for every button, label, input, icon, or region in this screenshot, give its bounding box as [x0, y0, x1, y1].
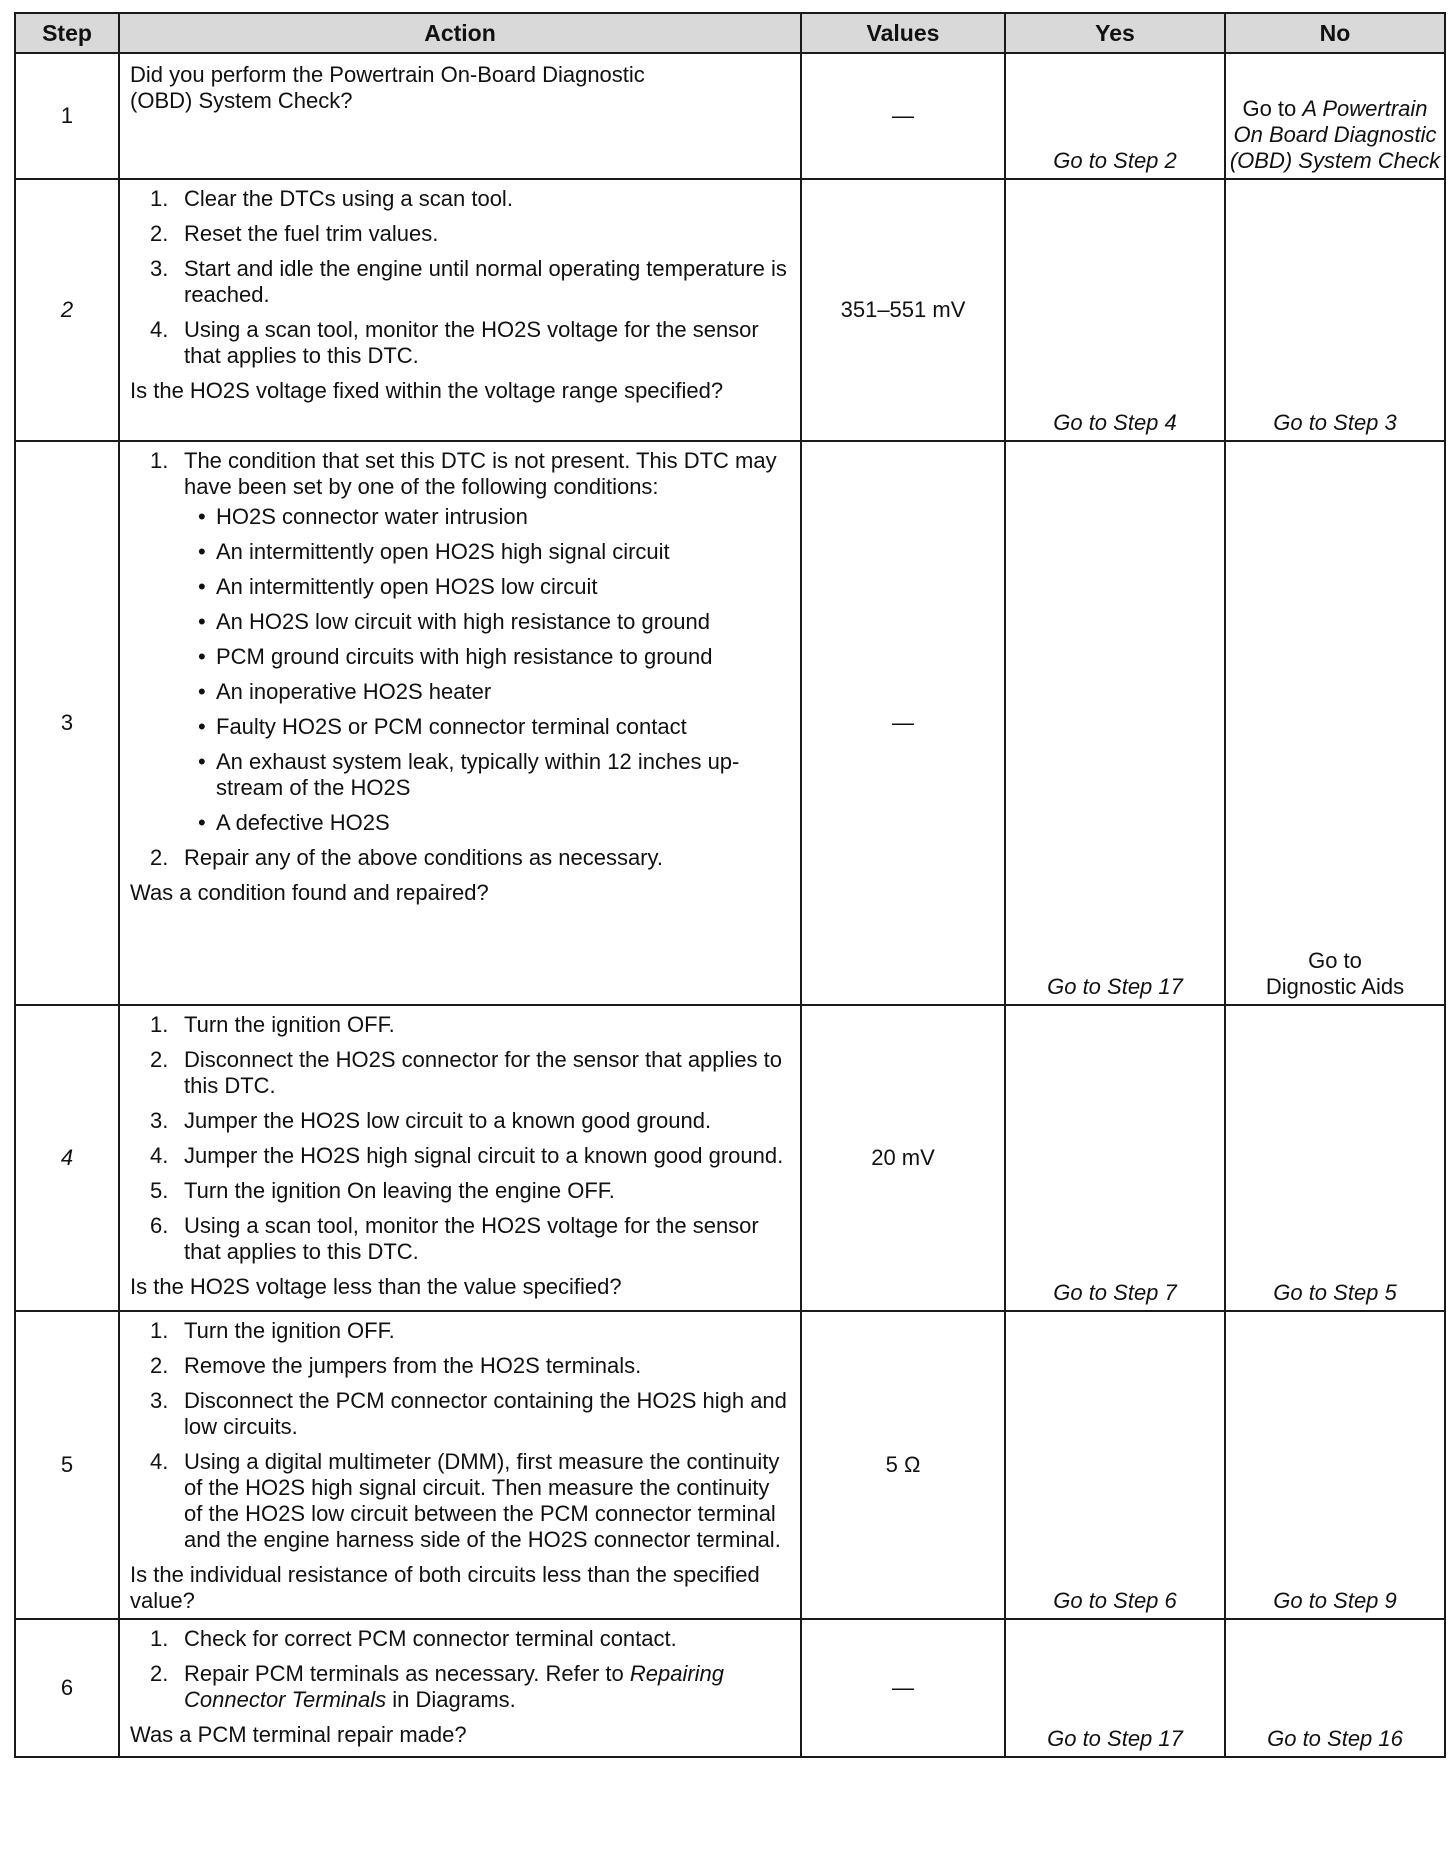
list-item: 1. Clear the DTCs using a scan tool.: [150, 186, 513, 211]
list-item: 4. Using a digital multimeter (DMM), first measure the continuity of the HO2S high signal circuit. Then measure the continuity of the HO2S low circuit between the PCM connector terminal and the engine harness side of the HO2S connector terminal.: [150, 1449, 781, 1552]
header-yes: Yes: [1005, 13, 1225, 53]
no-cell: [1225, 441, 1445, 1005]
list-item: 3. Jumper the HO2S low circuit to a known good ground.: [150, 1108, 712, 1133]
action-list: [130, 1318, 790, 1553]
value-cell: —: [801, 53, 1005, 179]
step-number: 6: [15, 1619, 119, 1757]
no-cell: [1225, 53, 1445, 179]
action-list: [130, 1626, 790, 1713]
action-text: Did you perform the Powertrain On-Board Diagnostic (OBD) System Check?: [130, 62, 645, 113]
action-list: [130, 186, 790, 369]
header-row: [15, 13, 1445, 53]
no-cell: Go to Step 16: [1225, 1619, 1445, 1757]
question-text: Was a PCM terminal repair made?: [130, 1722, 467, 1747]
list-item: 2. Remove the jumpers from the HO2S terminals.: [150, 1353, 642, 1378]
no-cell: Go to Step 9: [1225, 1311, 1445, 1619]
bullet-item: • PCM ground circuits with high resistance to ground: [184, 644, 790, 670]
table-row-step-4: [15, 1005, 1445, 1311]
list-item: 2. Repair PCM terminals as necessary. Refer to Repairing Connector Terminals in Diagrams.: [150, 1661, 725, 1712]
bullet-item: • An inoperative HO2S heater: [184, 679, 790, 705]
bullet-item: • Faulty HO2S or PCM connector terminal contact: [184, 714, 790, 740]
list-item: 4. Using a scan tool, monitor the HO2S voltage for the sensor that applies to this DTC.: [150, 317, 759, 368]
yes-cell: Go to Step 17: [1005, 441, 1225, 1005]
yes-cell: Go to Step 2: [1005, 53, 1225, 179]
action-list: [130, 1012, 790, 1265]
question-text: Is the individual resistance of both circuits less than the specified value?: [130, 1562, 760, 1613]
question-text: Was a condition found and repaired?: [130, 880, 489, 905]
diagnostic-table-page: [14, 12, 1444, 1758]
diagnostic-table: [14, 12, 1446, 1758]
action-cell: [119, 179, 801, 441]
question-text: Is the HO2S voltage fixed within the voltage range specified?: [130, 378, 724, 403]
table-row-step-1: [15, 53, 1445, 179]
list-item: 2. Disconnect the HO2S connector for the sensor that applies to this DTC.: [150, 1047, 782, 1098]
list-item: 1. Turn the ignition OFF.: [150, 1318, 395, 1343]
table-row-step-6: [15, 1619, 1445, 1757]
list-item: 1. The condition that set this DTC is not present. This DTC may have been set by one of the following conditions: • HO2S connector water intrusion • An intermittently open HO2S high signal circuit • An intermittently open HO2S low circuit • An HO2S low circuit with high resistance to ground • PCM ground circuits with high resistance to ground • An inoperative HO2S heater • Faulty HO2S or PCM connector terminal contact • An exhaust system leak, typically within 12 inches up-stream of the HO2S • A defective HO2S: [130, 448, 790, 836]
value-cell: 20 mV: [801, 1005, 1005, 1311]
action-cell: [119, 1619, 801, 1757]
bullet-item: • An intermittently open HO2S low circuit: [184, 574, 790, 600]
header-action: Action: [119, 13, 801, 53]
bullet-item: • An HO2S low circuit with high resistance to ground: [184, 609, 790, 635]
action-cell: [119, 1005, 801, 1311]
yes-cell: Go to Step 17: [1005, 1619, 1225, 1757]
reference-link: Repairing Connector Terminals: [184, 1661, 725, 1712]
bullet-item: • A defective HO2S: [184, 810, 790, 836]
table-row-step-3: [15, 441, 1445, 1005]
bullet-item: • HO2S connector water intrusion: [184, 504, 790, 530]
list-item: 2. Reset the fuel trim values.: [150, 221, 439, 246]
list-item: 1. Check for correct PCM connector terminal contact.: [150, 1626, 677, 1651]
value-cell: —: [801, 1619, 1005, 1757]
action-cell: [119, 53, 801, 179]
list-item: 3. Start and idle the engine until normal operating temperature is reached.: [150, 256, 787, 307]
action-list: [130, 448, 790, 871]
header-no: No: [1225, 13, 1445, 53]
list-item: 4. Jumper the HO2S high signal circuit to a known good ground.: [150, 1143, 784, 1168]
no-line-1: Go to: [1308, 948, 1362, 973]
step-number: 4: [15, 1005, 119, 1311]
no-line-2: Dignostic Aids: [1265, 974, 1405, 999]
table-row-step-5: [15, 1311, 1445, 1619]
header-step: Step: [15, 13, 119, 53]
no-cell: Go to Step 3: [1225, 179, 1445, 441]
value-cell: 5 Ω: [801, 1311, 1005, 1619]
list-item: 3. Disconnect the PCM connector containing the HO2S high and low circuits.: [150, 1388, 787, 1439]
question-text: Is the HO2S voltage less than the value specified?: [130, 1274, 622, 1299]
table-row-step-2: [15, 179, 1445, 441]
condition-bullet-list: [184, 504, 790, 836]
yes-cell: Go to Step 4: [1005, 179, 1225, 441]
step-number: 3: [15, 441, 119, 1005]
action-cell: [119, 441, 801, 1005]
list-item: 5. Turn the ignition On leaving the engine OFF.: [150, 1178, 615, 1203]
list-item: 6. Using a scan tool, monitor the HO2S voltage for the sensor that applies to this DTC.: [150, 1213, 759, 1264]
value-cell: 351–551 mV: [801, 179, 1005, 441]
no-link-reference: A Powertrain On Board Diagnostic (OBD) System Check: [1229, 96, 1441, 173]
list-item: 1. Turn the ignition OFF.: [150, 1012, 395, 1037]
action-cell: [119, 1311, 801, 1619]
step-number: 5: [15, 1311, 119, 1619]
header-values: Values: [801, 13, 1005, 53]
value-cell: —: [801, 441, 1005, 1005]
yes-cell: Go to Step 6: [1005, 1311, 1225, 1619]
yes-cell: Go to Step 7: [1005, 1005, 1225, 1311]
bullet-item: • An intermittently open HO2S high signal circuit: [184, 539, 790, 565]
no-cell: Go to Step 5: [1225, 1005, 1445, 1311]
list-item: 2. Repair any of the above conditions as necessary.: [150, 845, 663, 870]
step-number: 1: [15, 53, 119, 179]
no-prefix: Go to: [1242, 96, 1303, 121]
step-number: 2: [15, 179, 119, 441]
bullet-item: • An exhaust system leak, typically within 12 inches up-stream of the HO2S: [184, 749, 790, 801]
